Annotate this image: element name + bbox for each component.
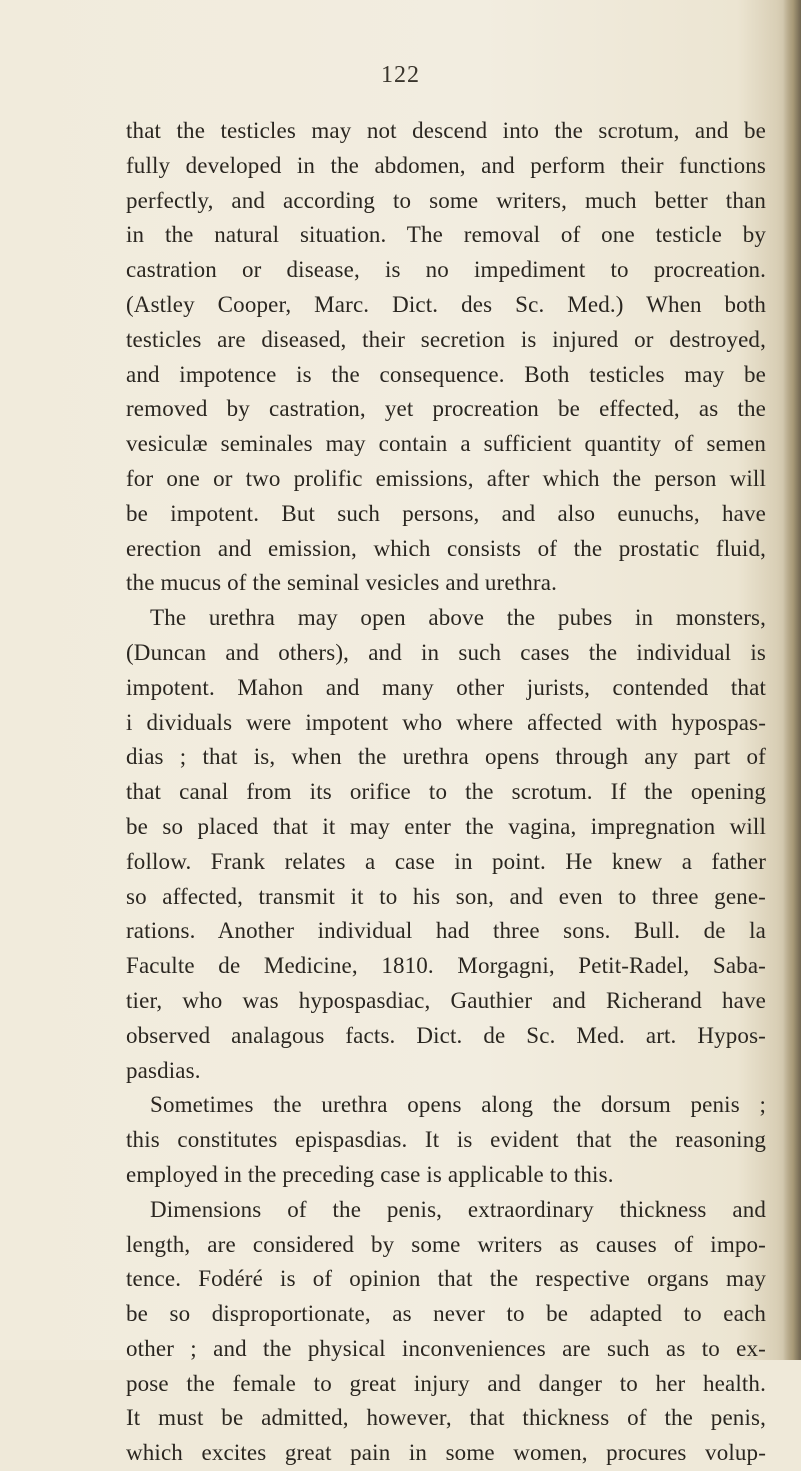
text-line: perfectly, and according to some writers, much better than <box>126 187 766 213</box>
text-line: (Astley Cooper, Marc. Dict. des Sc. Med.) When both <box>126 291 766 317</box>
text-line: be so disproportionate, as never to be adapted to each <box>126 1301 766 1327</box>
page-number: 122 <box>381 62 420 88</box>
text-line: the mucus of the seminal vesicles and urethra. <box>126 570 557 596</box>
text-line: Sometimes the urethra opens along the dorsum penis ; <box>150 1092 766 1118</box>
text-line: so affected, transmit it to his son, and even to three gene- <box>126 883 766 909</box>
text-line: dias ; that is, when the urethra opens through any part of <box>126 744 766 770</box>
text-line: impotent. Mahon and many other jurists, contended that <box>126 674 766 700</box>
text-line: pose the female to great injury and danger to her health. <box>126 1370 766 1396</box>
text-line: removed by castration, yet procreation be effected, as the <box>126 396 766 422</box>
text-line: other ; and the physical inconveniences are such as to ex- <box>126 1335 766 1361</box>
text-line: and impotence is the consequence. Both testicles may be <box>126 361 766 387</box>
text-line: (Duncan and others), and in such cases the individual is <box>126 639 766 665</box>
text-line: Dimensions of the penis, extraordinary thickness and <box>150 1196 766 1222</box>
text-line: rations. Another individual had three sons. Bull. de la <box>126 918 766 944</box>
text-line: this constitutes epispasdias. It is evident that the reasoning <box>126 1127 766 1153</box>
text-line: vesiculæ seminales may contain a sufficient quantity of semen <box>126 431 766 457</box>
text-line: i dividuals were impotent who where affected with hypospas- <box>126 709 766 735</box>
text-line: follow. Frank relates a case in point. He knew a father <box>126 848 766 874</box>
text-line: Faculte de Medicine, 1810. Morgagni, Petit-Radel, Saba- <box>126 953 766 979</box>
text-line: fully developed in the abdomen, and perform their functions <box>126 152 766 178</box>
text-line: pasdias. <box>126 1057 201 1083</box>
text-line: observed analagous facts. Dict. de Sc. Med. art. Hypos- <box>126 1022 766 1048</box>
text-line: tier, who was hypospasdiac, Gauthier and Richerand have <box>126 987 766 1013</box>
text-line: It must be admitted, however, that thickness of the penis, <box>126 1405 766 1431</box>
text-line: The urethra may open above the pubes in monsters, <box>150 605 766 631</box>
text-line: which excites great pain in some women, procures volup- <box>126 1440 766 1466</box>
text-line: in the natural situation. The removal of one testicle by <box>126 222 766 248</box>
text-line: be so placed that it may enter the vagina, impregnation will <box>126 813 766 839</box>
text-line: be impotent. But such persons, and also eunuchs, have <box>126 500 766 526</box>
text-line: length, are considered by some writers as causes of impo- <box>126 1231 766 1257</box>
text-line: castration or disease, is no impediment to procreation. <box>126 257 766 283</box>
text-line: that the testicles may not descend into the scrotum, and be <box>126 118 766 143</box>
text-line: tence. Fodéré is of opinion that the respective organs may <box>126 1266 766 1292</box>
text-line: that canal from its orifice to the scrotum. If the opening <box>126 779 766 805</box>
text-line: for one or two prolific emissions, after which the person will <box>126 465 766 491</box>
body-text <box>126 114 766 1471</box>
page-edge-shadow <box>783 0 801 1360</box>
text-line: employed in the preceding case is applicable to this. <box>126 1161 614 1187</box>
text-line: testicles are diseased, their secretion is injured or destroyed, <box>126 326 766 352</box>
text-line: erection and emission, which consists of the prostatic fluid, <box>126 535 766 561</box>
